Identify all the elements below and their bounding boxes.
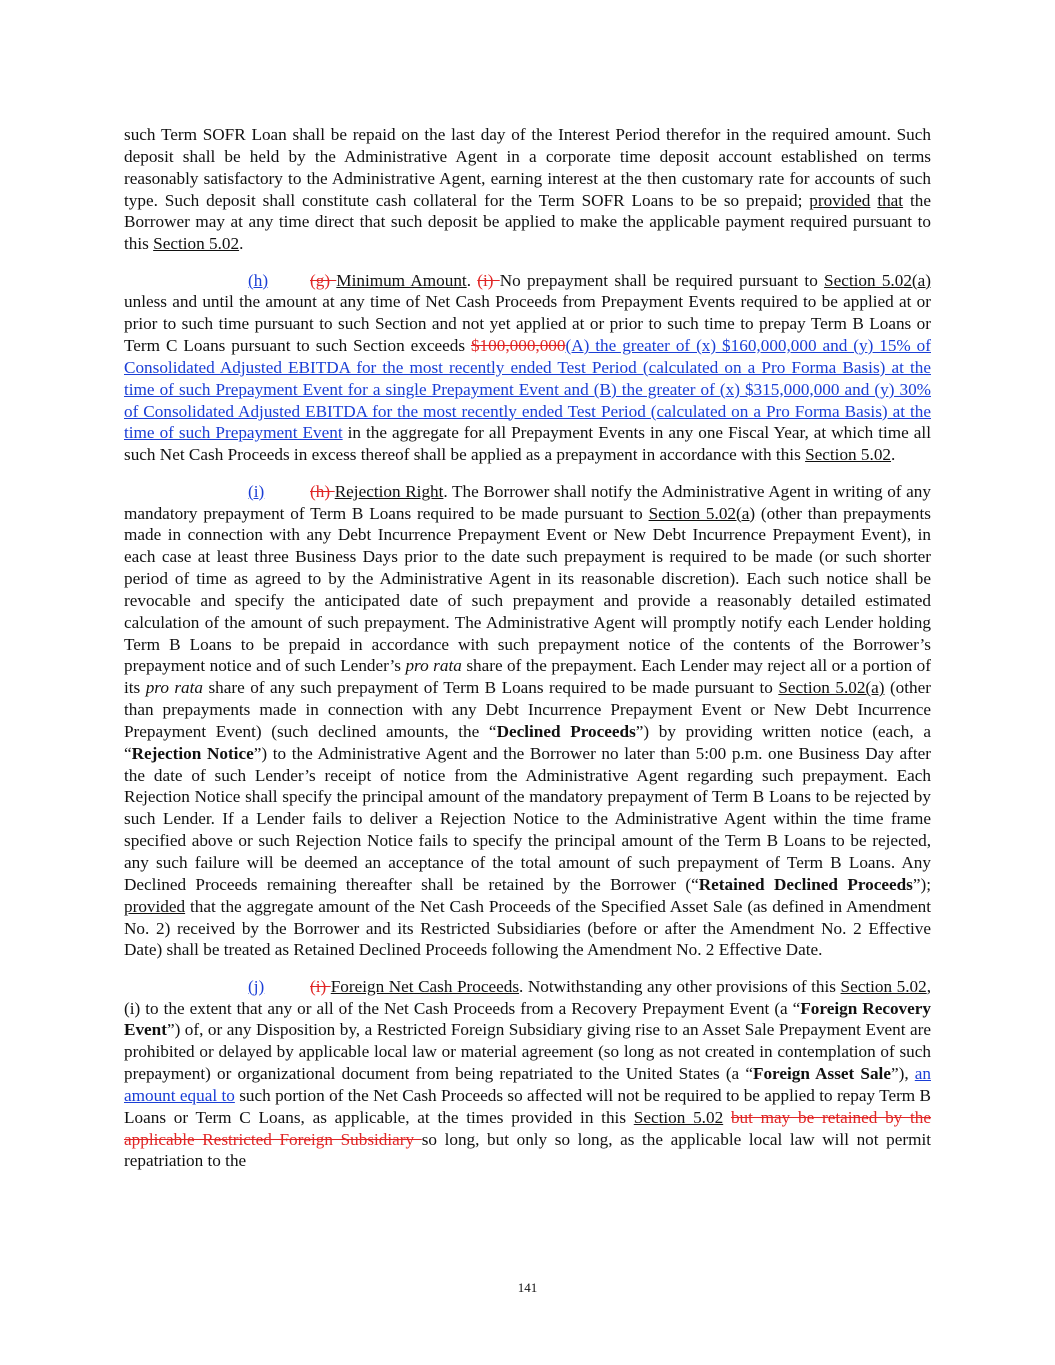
document-page — [124, 124, 931, 1187]
section-reference: Section 5.02(a) — [824, 270, 931, 290]
defined-term: Foreign Recovery Event — [124, 998, 931, 1040]
text — [723, 1108, 731, 1127]
text: ”) to the Administrative Agent and the Borrower no later than 5:00 p.m. one Business Day after the date of such Lender’s receipt of notice from the Administrative Agent regarding such prepayment. Each Rejection Notice shall specify the principal amount of the mandatory prepayment of Term B Loans to be rejected by such Lender. If a Lender fails to deliver a Rejection Notice to the Administrative Agent within the time frame specified above or such Rejection Notice fails to specify the principal amount of the Term B Loans to be rejected, any such failure will be deemed an acceptance of the total amount of such prepayment of Term B Loans. Any Declined Proceeds remaining thereafter shall be retained by the Borrower (“ — [124, 743, 931, 894]
defined-term: Foreign Asset Sale — [752, 1064, 891, 1084]
text: . The Borrower shall notify the Administrative Agent in writing of any mandatory prepayment of Term B Loans required to be made pursuant to — [124, 481, 931, 523]
section-reference: Section 5.02(a) — [778, 678, 885, 698]
italic-term: pro rata — [145, 678, 204, 698]
text: ”), — [890, 1064, 915, 1084]
text: . Notwithstanding any other provisions of this — [519, 976, 841, 996]
text: so long, but only so long, as the applicable local law will not permit repatriation to the — [124, 1129, 932, 1171]
section-heading: Rejection Right — [334, 481, 444, 501]
text: share of the prepayment. Each Lender may reject all or a portion of its — [124, 656, 931, 698]
inserted-label: (h) — [248, 270, 269, 290]
italic-term: pro rata — [405, 656, 462, 676]
text: unless and until the amount at any time of Net Cash Proceeds from Prepayment Events required to be applied at or prior to such time pursuant to such Section and not yet applied at or prior to such time to prepay Term B Loans or Term C Loans pursuant to such Section exceeds — [124, 292, 931, 356]
section-heading: Foreign Net Cash Proceeds — [330, 976, 520, 996]
defined-term: Declined Proceeds — [496, 721, 636, 741]
inserted-text: (A) the greater of (x) $160,000,000 and (y) 15% of Consolidated Adjusted EBITDA for the most recently ended Test Period (calculated on a Pro Forma Basis) at the time of such Prepayment Event for a single Prepayment Event and (B) the greater of (x) $315,000,000 and (y) 30% of Consolidated Adjusted EBITDA for the most recently ended Test Period (calculated on a Pro Forma Basis) at the time of such Prepayment Event — [124, 336, 931, 443]
text: . — [239, 234, 244, 254]
text: . — [466, 270, 478, 290]
section-heading: Minimum Amount — [336, 270, 467, 290]
text: ”) by providing written notice (each, a “ — [124, 721, 931, 763]
inserted-label: (j) — [248, 976, 265, 996]
page-number: 141 — [517, 1280, 538, 1295]
deleted-sublabel: (i) — [477, 270, 500, 290]
text: ”) of, or any Disposition by, a Restricted Foreign Subsidiary giving rise to an Asset Sale Prepayment Event are prohibited or delayed by applicable local law or material agreement (so long as not created in contemplation of such prepayment) or organizational document from being repatriated to the United States (a “ — [124, 1020, 931, 1084]
deleted-label: (h) — [310, 481, 335, 501]
deleted-text: but may be retained by the applicable Restricted Foreign Subsidiary — [124, 1107, 932, 1149]
text: (other than prepayments made in connection with any Debt Incurrence Prepayment Event or New Debt Incurrence Prepayment Event) (such declined amounts, the “ — [124, 678, 931, 741]
provided-term: provided — [809, 190, 871, 210]
that-term: that — [877, 190, 904, 210]
text: such Term SOFR Loan shall be repaid on the last day of the Interest Period therefor in the required amount. Such deposit shall be held by the Administrative Agent in a corporate time deposit account established on terms reasonably satisfactory to the Administrative Agent, earning interest at the then customary rate for accounts of such type. Such deposit shall constitute cash collateral for the Term SOFR Loans to be so prepaid; — [124, 125, 931, 210]
deleted-amount: $100,000,000 — [470, 336, 566, 356]
section-reference: Section 5.02(a) — [648, 503, 756, 523]
defined-term: Rejection Notice — [131, 743, 254, 763]
text: . — [891, 445, 896, 465]
text: in the aggregate for all Prepayment Events in any one Fiscal Year, at which time all such Net Cash Proceeds in excess thereof shall be applied as a prepayment in accordance with this — [124, 423, 931, 465]
text: No prepayment shall be required pursuant to — [499, 270, 825, 290]
section-reference: Section 5.02 — [153, 234, 240, 254]
paragraph-g-continuation — [124, 124, 931, 255]
defined-term: Retained Declined Proceeds — [698, 874, 913, 894]
text: (other than prepayments made in connection with any Debt Incurrence Prepayment Event or New Debt Incurrence Prepayment Event), in each case at least three Business Days prior to the date such prepayment is required to be made (or such shorter period of time as agreed to by the Administrative Agent in its reasonable discretion). Each such notice shall be revocable and specify the anticipated date of such prepayment and provide a reasonably detailed estimated calculation of the amount of such prepayment. The Administrative Agent will promptly notify each Lender holding Term B Loans to be prepaid in accordance with such prepayment notice of the contents of the Borrower’s prepayment notice and of such Lender’s — [124, 503, 931, 676]
text: ”); — [912, 874, 932, 894]
section-reference: Section 5.02 — [840, 976, 927, 996]
text: the Borrower may at any time direct that such deposit be applied to make the applicable payment required pursuant to this — [124, 190, 932, 254]
inserted-text: an amount equal to — [124, 1064, 931, 1105]
text: such portion of the Net Cash Proceeds so affected will not be required to be applied to repay Term B Loans or Term C Loans, as applicable, at the times provided in this — [124, 1085, 931, 1127]
paragraph-h-minimum-amount — [124, 270, 931, 467]
inserted-label: (i) — [248, 481, 265, 501]
deleted-label: (i) — [310, 976, 331, 996]
paragraph-j-foreign-net-cash-proceeds — [124, 976, 931, 1173]
text: that the aggregate amount of the Net Cash Proceeds of the Specified Asset Sale (as defined in Amendment No. 2) received by the Borrower and its Restricted Subsidiaries (before or after the Amendment No. 2 Effective Date) shall be treated as Retained Declined Proceeds following the Amendment No. 2 Effective Date. — [124, 896, 931, 960]
text: share of any such prepayment of Term B Loans required to be made pursuant to — [203, 678, 779, 698]
provided-term: provided — [124, 896, 186, 916]
section-reference: Section 5.02 — [633, 1107, 724, 1127]
deleted-label: (g) — [310, 270, 337, 290]
section-reference: Section 5.02 — [805, 445, 892, 465]
paragraph-i-rejection-right — [124, 481, 931, 962]
text: , (i) to the extent that any or all of the Net Cash Proceeds from a Recovery Prepayment Event (a “ — [124, 976, 931, 1018]
